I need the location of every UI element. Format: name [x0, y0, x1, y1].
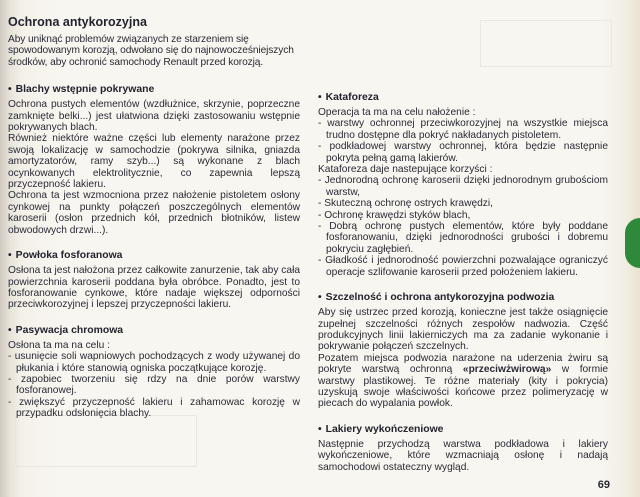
list-item: - Dobrą ochronę pustych elementów, które były poddane fosforanowaniu, dzięki jednorodności grubości i dobremu pokryciu zagłębień. [318, 221, 608, 255]
bleed-through-figure [15, 415, 197, 467]
list-item: - Jednorodną ochronę karoserii dzięki jednorodnym grubościom warstw, [318, 175, 608, 198]
paragraph-text: Pozatem miejsca podwozia narażone na uderzenia żwiru są pokryte warstwą ochronną [318, 352, 608, 376]
paragraph [318, 353, 608, 410]
list-item: - usunięcie soli wapniowych pochodzących z wody używanej do płukania i które stanowią ogniska początkujące korozję. [8, 351, 300, 374]
paragraph: Ochrona ta jest wzmocniona przez nałożenie pistoletem osłony cynkowej na punkty połączeń poszczególnych elementów karoserii (osłon przednich kół, przednich błotników, listew obwodowych drzwi...). [8, 190, 300, 236]
paragraph: Ochrona pustych elementów (wzdłużnice, skrzynie, poprzeczne zamknięte belki...) jest ułatwiona dzięki zastosowaniu wstępnie pokrywanych blach. [8, 99, 300, 134]
paragraph-text: w formie warstwy plastikowej. Te różne materiały (kity i pokrycia) uzyskują swoje właściwości końcowe przez polimeryzację w piecach do wypalania powłok. [318, 364, 608, 410]
section-lakiery [318, 424, 608, 473]
bullet-icon: • [8, 324, 12, 336]
paragraph: Również niektóre ważne części lub elementy narażone przez swoją lokalizację w samochodzie (pokrywa silnika, gniazda amortyzatorów, ramy szyb...) są wykonane z blach ocynkowanych elektrolitycznie, co zapewnia lepszą przyczepność lakieru. [8, 133, 300, 191]
paragraph: Aby się ustrzec przed korozją, konieczne jest także osiągnięcie zupełnej szczelności różnych zespołów nadwozia. Część produkcyjnych linii lakierniczych ma za zadanie wykonanie i pokrywanie połączeń szczelnych. [318, 307, 608, 353]
section-blachy [8, 84, 300, 236]
section-heading [318, 424, 608, 436]
chapter-tab-marker [625, 218, 640, 268]
section-szczelnosc [318, 292, 608, 410]
section-heading-text: Powłoka fosforanowa [15, 250, 123, 262]
list-item: - Ochronę krawędzi styków blach, [318, 210, 608, 221]
bullet-icon: • [318, 92, 322, 103]
section-heading [8, 84, 300, 96]
right-column [318, 92, 608, 473]
section-kataforeza [318, 92, 608, 278]
list-item: - zapobiec tworzeniu się rdzy na dnie porów warstwy fosforanowej. [8, 374, 300, 397]
section-heading-text: Szczelność i ochrona antykorozyjna podwozia [325, 292, 555, 304]
paragraph: Kataforeza daje nastepujące korzyści : [318, 164, 493, 176]
list-item: - zwiększyć przyczepność lakieru i zahamowac korozję w przypadku odsłonięcia blachy. [8, 397, 300, 420]
list [8, 351, 300, 419]
paragraph: Osłona ta jest nałożona przez całkowite zanurzenie, tak aby cała powierzchnia karoserii poddana była obróbce. Ponadto, jest to fosforanowanie cynkowe, które nadaje większej odporności przeciwkorozyjnej i lepszej przyczepności lakieru. [8, 265, 300, 311]
list-item: - Skuteczną ochronę ostrych krawędzi, [318, 198, 608, 209]
bullet-icon: • [8, 84, 12, 96]
bleed-through-figure [480, 20, 612, 67]
list-item: - podkładowej warstwy ochronnej, która będzie następnie pokryta pełną gamą lakierów. [318, 141, 608, 164]
paragraph: Następnie przychodzą warstwa podkładowa i lakiery wykończeniowe, które wzmacniają osłonę i nadają samochodowi ostateczny wygląd. [318, 438, 608, 473]
section-heading [8, 250, 300, 262]
paragraph: Osłona ta ma na celu : [8, 339, 110, 351]
bullet-icon: • [318, 292, 322, 304]
left-column [8, 15, 300, 420]
section-pasywacja [8, 325, 300, 420]
section-heading [318, 92, 608, 104]
section-powloka [8, 250, 300, 311]
list [318, 118, 608, 164]
page-number: 69 [597, 478, 610, 491]
section-heading-text: Lakiery wykończeniowe [325, 423, 444, 435]
section-heading [318, 292, 608, 304]
list [318, 175, 608, 278]
section-heading-text: Blachy wstępnie pokrywane [15, 84, 155, 96]
paragraph: Operacja ta ma na celu nałożenie : [318, 107, 476, 118]
bullet-icon: • [8, 250, 12, 262]
page-title: Ochrona antykorozyjna [8, 15, 147, 29]
section-heading-text: Pasywacja chromowa [15, 324, 124, 336]
list-item: - warstwy ochronnej przeciwkorozyjnej na wszystkie miejsca trudno dostępne dla pokryć nakładanych pistoletem. [318, 118, 608, 141]
section-heading-text: Kataforeza [325, 92, 379, 103]
bullet-icon: • [318, 423, 322, 435]
intro-paragraph: Aby uniknąć problemów związanych ze starzeniem się spowodowanym korozją, odwołano się do najnowocześniejszych środków, aby ochronić samochody Renault przed korozją. [8, 34, 294, 68]
emphasis-term: «przeciwżwirową» [462, 364, 552, 376]
section-heading [8, 325, 300, 337]
list-item: - Gładkość i jednorodność powierzchni pozwalające ograniczyć operacje szlifowanie karoserii przed położeniem lakieru. [318, 255, 608, 278]
